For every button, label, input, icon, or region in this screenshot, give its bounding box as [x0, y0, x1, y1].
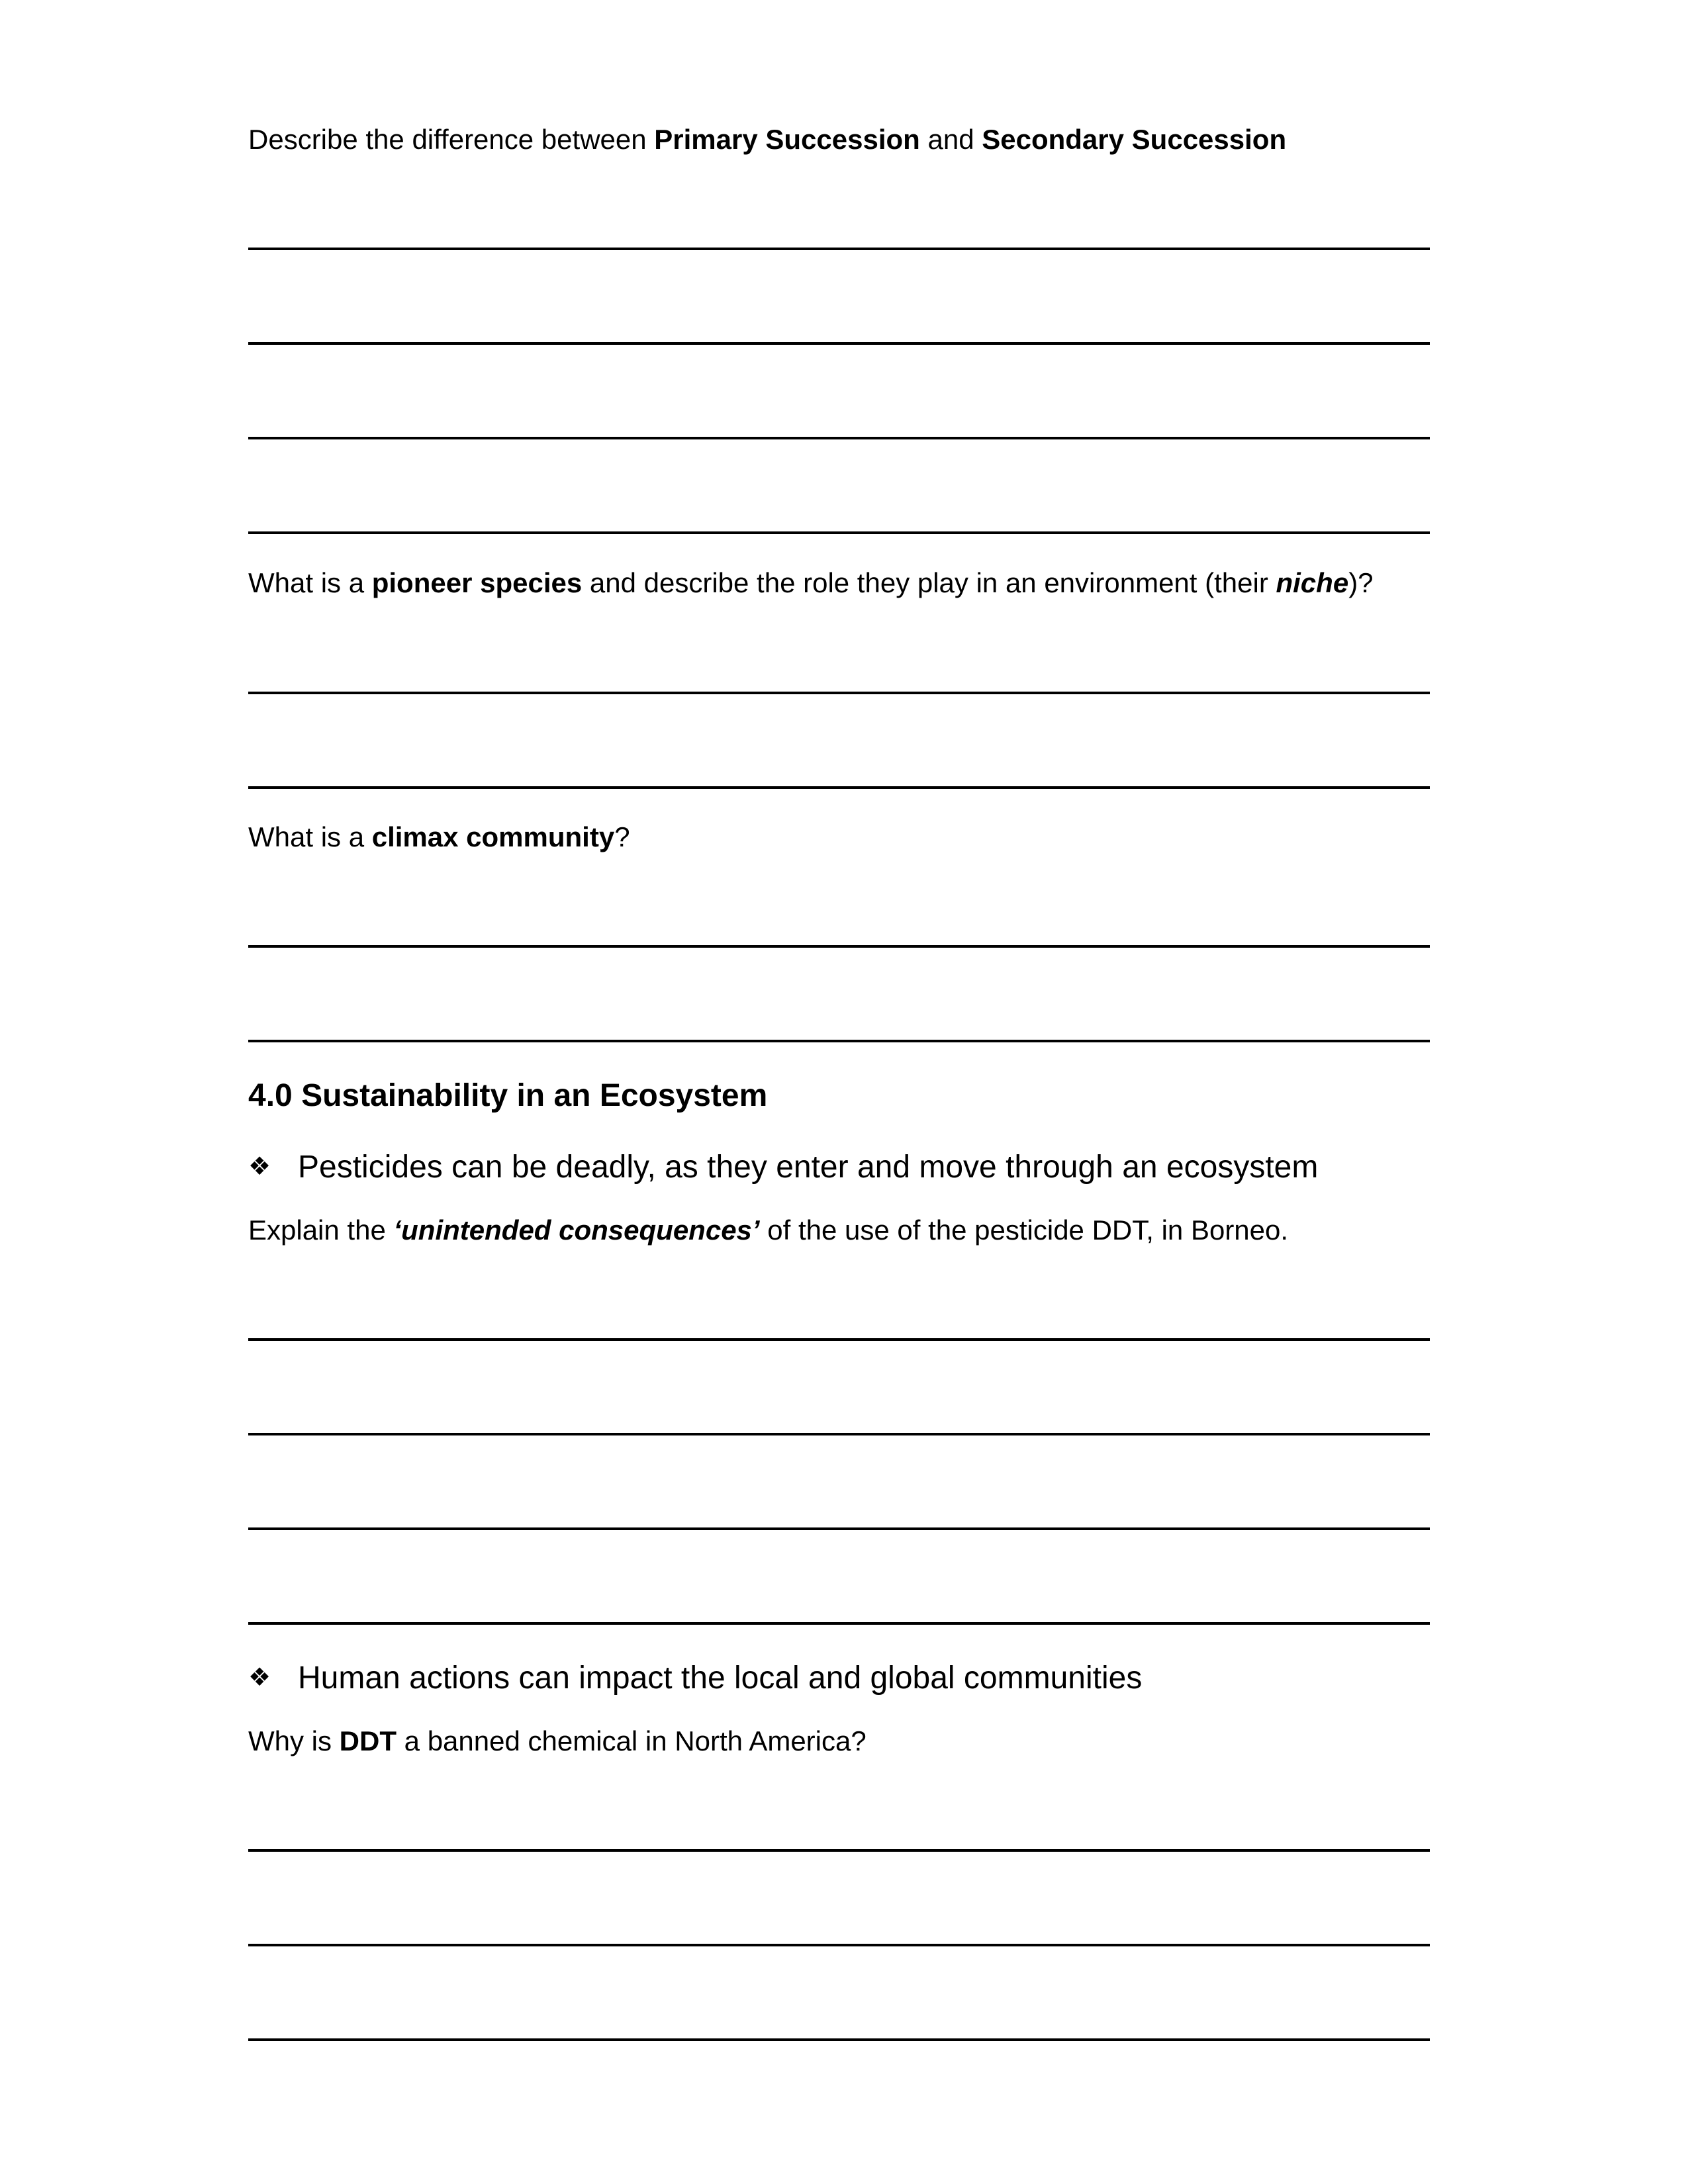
question-succession: Describe the difference between Primary Succession and Secondary Succession — [248, 124, 1287, 155]
answer-line[interactable] — [248, 1338, 1430, 1341]
answer-line[interactable] — [248, 1944, 1430, 1946]
answer-line[interactable] — [248, 1622, 1430, 1625]
answer-line[interactable] — [248, 437, 1430, 439]
answer-line[interactable] — [248, 945, 1430, 948]
diamond-bullet-icon: ❖ — [248, 1152, 271, 1181]
section-heading: 4.0 Sustainability in an Ecosystem — [248, 1078, 768, 1113]
bullet-human-actions: ❖ Human actions can impact the local and global communities — [248, 1659, 1142, 1697]
answer-line[interactable] — [248, 692, 1430, 694]
answer-line[interactable] — [248, 1527, 1430, 1530]
answer-line[interactable] — [248, 1849, 1430, 1852]
bullet-pesticides: ❖ Pesticides can be deadly, as they enter and move through an ecosystem — [248, 1148, 1318, 1186]
answer-line[interactable] — [248, 2038, 1430, 2041]
question-climax-community: What is a climax community? — [248, 821, 630, 852]
answer-line[interactable] — [248, 342, 1430, 345]
answer-line[interactable] — [248, 248, 1430, 250]
question-pioneer-species: What is a pioneer species and describe the role they play in an environment (their niche)? — [248, 567, 1374, 598]
answer-line[interactable] — [248, 531, 1430, 534]
answer-line[interactable] — [248, 786, 1430, 789]
answer-line[interactable] — [248, 1433, 1430, 1435]
diamond-bullet-icon: ❖ — [248, 1662, 271, 1692]
question-unintended-consequences: Explain the ‘unintended consequences’ of the use of the pesticide DDT, in Borneo. — [248, 1214, 1289, 1246]
answer-line[interactable] — [248, 1040, 1430, 1042]
question-ddt-banned: Why is DDT a banned chemical in North America? — [248, 1725, 867, 1756]
